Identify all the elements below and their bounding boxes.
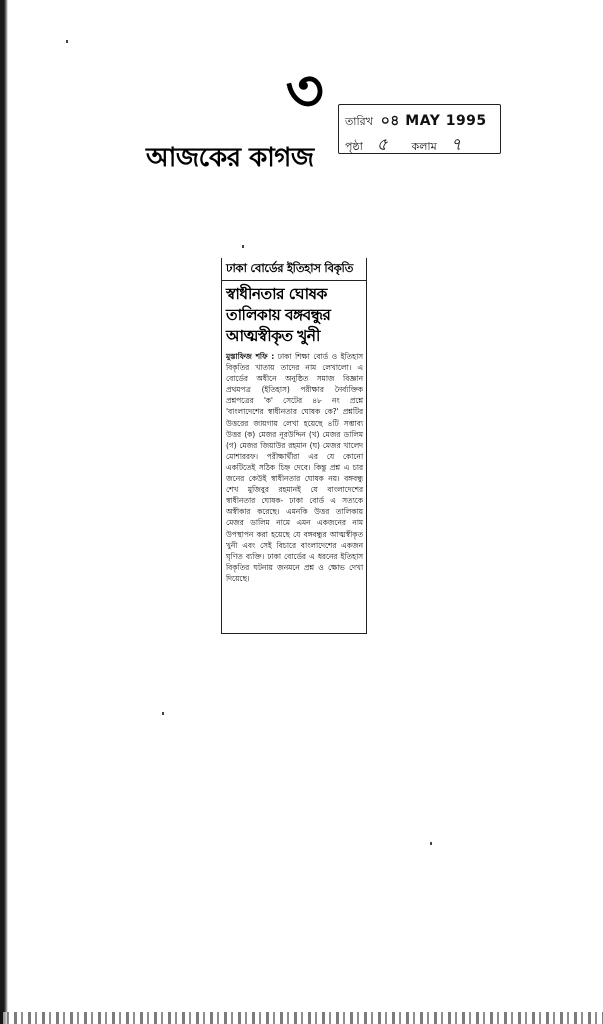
stamp-page-value: ৫ (376, 135, 388, 155)
scan-speck (66, 40, 68, 43)
stamp-page-label: পৃষ্ঠা (345, 140, 363, 153)
stamp-date-row (345, 109, 487, 133)
scan-speck (430, 842, 432, 845)
scan-left-edge (0, 0, 8, 1024)
clipping-bottom-rule (222, 633, 366, 634)
scan-speck (162, 712, 164, 715)
scan-bottom-edge (0, 1012, 603, 1024)
stamp-date-value: ০৪ MAY 1995 (380, 113, 487, 129)
clipping-byline: মুস্তাফিজ শফি : (226, 352, 275, 361)
stamp-column-value: ৭ (450, 135, 462, 155)
clipping-headline: স্বাধীনতার ঘোষক তালিকায় বঙ্গবন্ধুর আত্মস্বীকৃত খুনী (226, 285, 331, 345)
clipping-body (222, 349, 366, 584)
clipping-kicker: ঢাকা বোর্ডের ইতিহাস বিকৃতি (222, 258, 366, 281)
date-stamp (338, 104, 501, 154)
scan-speck (242, 245, 244, 248)
handwritten-page-number: ৩ (282, 55, 328, 127)
newspaper-clipping (221, 258, 367, 634)
newspaper-name: আজকের কাগজ (146, 143, 314, 173)
stamp-date-label: তারিখ (345, 115, 373, 128)
stamp-column-label: কলাম (411, 140, 437, 153)
clipping-body-text: ঢাকা শিক্ষা বোর্ড ও ইতিহাস বিকৃতির খাতায় তাদের নাম লেখালো। এ বোর্ডের অধীনে অনুষ্ঠিত সমাজ বিজ্ঞান প্রথমপত্র (ইতিহাস) পরীক্ষার নৈর্ব্যক্তিক প্রশ্নপত্রের 'ক' সেটের ৪৮ নং প্রশ্নে 'বাংলাদেশের স্বাধীনতার ঘোষক কে?' প্রশ্নটির উত্তরের জায়গায় লেখা হয়েছে ৪টি সম্ভাব্য উত্তর (ক) মেজর নূরউদ্দিন (খ) মেজর ডালিম (গ) মেজর জিয়াউর রহমান (ঘ) মেজর খালেদ মোশাররফ। পরীক্ষার্থীরা এর যে কোনো একটিতেই সঠিক চিহ্ন দেবে। কিন্তু প্রশ্ন এ চার জনের কেউই স্বাধীনতার ঘোষক নয়। বঙ্গবন্ধু শেখ মুজিবুর রহমানই যে বাংলাদেশের স্বাধীনতার ঘোষক- ঢাকা বোর্ড এ সত্যকে অস্বীকার করেছে। এমনকি উত্তর তালিকায় মেজর ডালিম নামে এমন একজনের নাম উপস্থাপন করা হয়েছে যে বঙ্গবন্ধুর আত্মস্বীকৃত খুনী এবং সেই বিচারে বাংলাদেশের একজন ঘৃণিত ব্যক্তি। ঢাকা বোর্ডের এ ধরনের ইতিহাস বিকৃতির ঘটনায় জনমনে প্রশ্ন ও ক্ষোভ দেখা দিয়েছে। (226, 352, 364, 583)
stamp-page-column-row (345, 132, 482, 160)
